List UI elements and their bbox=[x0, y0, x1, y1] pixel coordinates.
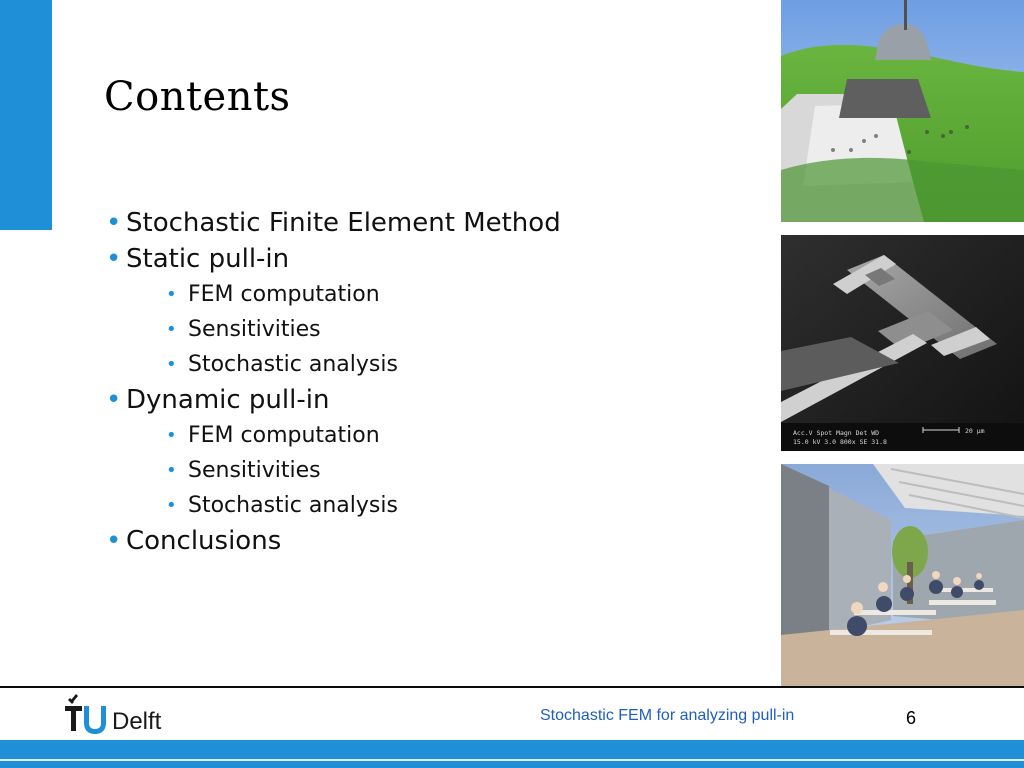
logo-delft-text: Delft bbox=[112, 708, 162, 735]
subbullet-fem-computation: • FEM computation bbox=[126, 418, 561, 453]
mems-beam-sem-photo bbox=[781, 235, 1024, 451]
bullet-label: Dynamic pull-in bbox=[126, 385, 330, 415]
subbullet-stochastic-analysis: • Stochastic analysis bbox=[126, 347, 561, 382]
outdoor-terrace-photo bbox=[781, 464, 1024, 687]
slide-page-number: 6 bbox=[906, 708, 917, 728]
subbullet-fem-computation: • FEM computation bbox=[126, 277, 561, 312]
bullet-conclusions bbox=[106, 523, 561, 559]
tu-delft-logo bbox=[62, 694, 182, 738]
bottom-blue-bar bbox=[0, 740, 1024, 768]
tu-delft-library-photo bbox=[781, 0, 1024, 222]
sem-label-line-1: Acc.V Spot Magn Det WD bbox=[793, 429, 880, 437]
bullet-static-pull-in bbox=[106, 241, 561, 382]
bullet-label: Static pull-in bbox=[126, 244, 290, 274]
sem-scale-label: 20 µm bbox=[965, 427, 985, 435]
bullet-label: Conclusions bbox=[126, 526, 282, 556]
subbullet-list bbox=[126, 418, 561, 523]
footer-divider bbox=[0, 686, 1024, 688]
subbullet-sensitivities: • Sensitivities bbox=[126, 453, 561, 488]
bullet-label: Stochastic Finite Element Method bbox=[126, 208, 561, 238]
bullet-sfem bbox=[106, 205, 561, 241]
slide-title: Contents bbox=[104, 74, 291, 120]
subbullet-stochastic-analysis: • Stochastic analysis bbox=[126, 488, 561, 523]
sem-label-line-2: 15.0 kV 3.0 800x SE 31.8 bbox=[793, 438, 887, 446]
footer-presentation-title: Stochastic FEM for analyzing pull-in bbox=[540, 707, 795, 724]
subbullet-list bbox=[126, 277, 561, 382]
bullet-list bbox=[106, 205, 561, 559]
bullet-dynamic-pull-in bbox=[106, 382, 561, 523]
subbullet-sensitivities: • Sensitivities bbox=[126, 312, 561, 347]
left-blue-accent bbox=[0, 0, 52, 230]
